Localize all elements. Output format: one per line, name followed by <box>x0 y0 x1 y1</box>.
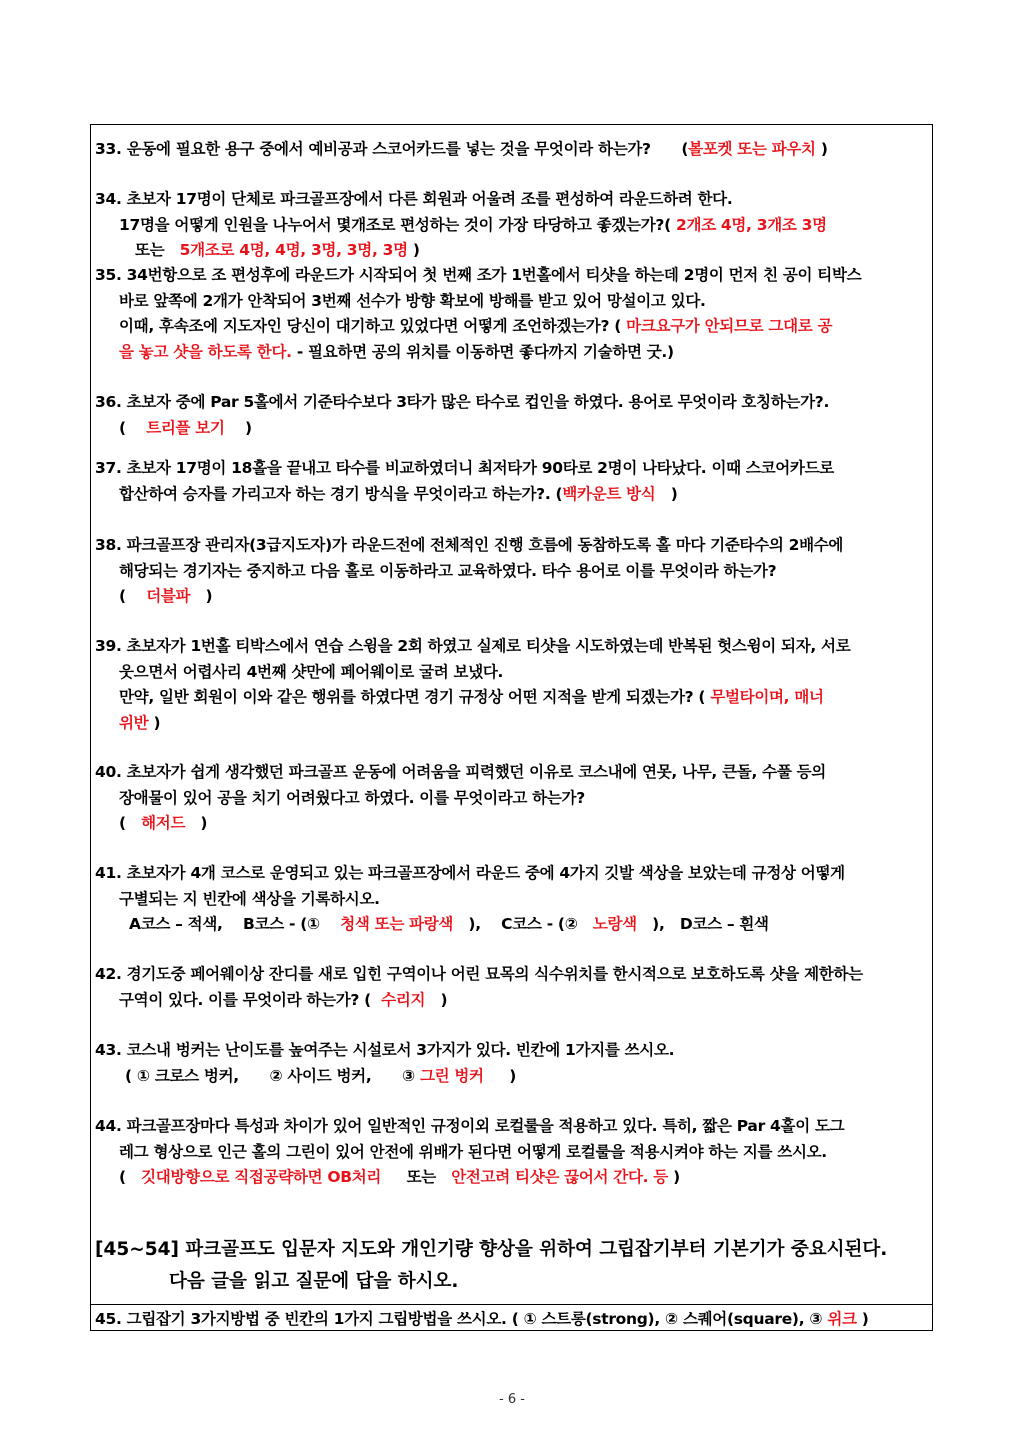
q41-c-close: ), <box>652 915 665 933</box>
q36-line1: 36. 초보자 중에 Par 5홀에서 기준타수보다 3타가 많은 타수로 컵인을 하였다. 용어로 무엇이라 호칭하는가?. <box>95 393 830 411</box>
q42-line1: 42. 경기도중 페어웨이상 잔디를 새로 입힌 구역이나 어린 묘목의 식수위치를 한시적으로 보호하도록 샷을 제한하는 <box>95 965 863 983</box>
q33-close: ) <box>820 140 828 158</box>
question-34 <box>95 187 931 264</box>
q38-answer: 더블파 <box>146 587 191 605</box>
q37-line2: 합산하여 승자를 가리고자 하는 경기 방식을 무엇이라고 하는가?. ( <box>119 484 563 503</box>
q33-text: 33. 운동에 필요한 용구 중에서 예비공과 스코어카드를 넣는 것을 무엇이라 하는가? <box>95 140 651 158</box>
q35-answer-b: 을 놓고 샷을 하도록 한다. <box>119 342 292 361</box>
page-number: - 6 - <box>499 1392 525 1407</box>
section-heading <box>95 1234 931 1298</box>
q39-line1: 39. 초보자가 1번홀 티박스에서 연습 스윙을 2회 하였고 실제로 티샷을 시도하였는데 반복된 헛스윙이 되자, 서로 <box>95 637 851 655</box>
q39-line3: 만약, 일반 회원이 이와 같은 행위를 하였다면 경기 규정상 어떤 지적을 받게 되겠는가? ( <box>119 688 706 706</box>
section-line1: [45~54] 파크골프도 입문자 지도와 개인기량 향상을 위하여 그립잡기부터 기본기가 중요시된다. <box>95 1239 888 1260</box>
q41-line2: 구별되는 지 빈칸에 색상을 기록하시오. <box>119 889 380 908</box>
q44-answer2: 안전고려 티샷은 끊어서 간다. 등 <box>451 1168 668 1186</box>
q43-opt2: ② 사이드 벙커, <box>269 1066 372 1085</box>
q44-or: 또는 <box>406 1168 436 1186</box>
question-42 <box>95 962 931 1013</box>
q38-line2: 해당되는 경기자는 중지하고 다음 홀로 이동하라고 교육하였다. 타수 용어로 이를 무엇이라 하는가? <box>119 561 777 580</box>
q39-close: ) <box>153 713 161 732</box>
q39-answer-b: 위반 <box>119 713 149 732</box>
q35-line2: 바로 앞쪽에 2개가 안착되어 3번째 선수가 방향 확보에 방해를 받고 있어 망설이고 있다. <box>119 291 706 310</box>
section-line2: 다음 글을 읽고 질문에 답을 하시오. <box>169 1271 459 1292</box>
q44-line1: 44. 파크골프장마다 특성과 차이가 있어 일반적인 규정이외 로컬룰을 적용하고 있다. 특히, 짧은 Par 4홀이 도그 <box>95 1117 845 1135</box>
q36-answer: 트리플 보기 <box>146 418 225 437</box>
q39-line2: 웃으면서 어렵사리 4번째 샷만에 페어웨이로 굴려 보냈다. <box>119 662 504 681</box>
question-33 <box>95 137 931 163</box>
q43-line1: 43. 코스내 벙커는 난이도를 높여주는 시설로서 3가지가 있다. 빈칸에 1가지를 쓰시오. <box>95 1041 675 1059</box>
q36-close: ) <box>245 418 252 437</box>
question-41 <box>95 861 931 938</box>
q34-close: ) <box>412 241 420 259</box>
q34-answer2: 5개조로 4명, 4명, 3명, 3명, 3명 <box>179 241 408 259</box>
q41-line1: 41. 초보자가 4개 코스로 운영되고 있는 파크골프장에서 라운드 중에 4가지 깃발 색상을 보았는데 규정상 어떻게 <box>95 864 845 882</box>
q41-c-answer: 노랑색 <box>592 915 637 933</box>
question-44 <box>95 1114 931 1191</box>
question-43 <box>95 1038 931 1089</box>
q40-answer: 해저드 <box>141 814 186 832</box>
question-39 <box>95 634 931 736</box>
q34-line1: 34. 초보자 17명이 단체로 파크골프장에서 다른 회원과 어울려 조를 편성하여 라운드하려 한다. <box>95 190 733 208</box>
q38-line1: 38. 파크골프장 관리자(3급지도자)가 라운드전에 전체적인 진행 흐름에 동참하도록 홀 마다 기준타수의 2배수에 <box>95 536 844 554</box>
q36-open: ( <box>119 418 126 437</box>
q44-answer1: 깃대방향으로 직접공략하면 OB처리 <box>141 1168 382 1186</box>
q38-open: ( <box>119 587 126 605</box>
q37-close: ) <box>670 484 678 503</box>
q45-line1: 45. 그립잡기 3가지방법 중 빈칸의 1가지 그립방법을 쓰시오. ( ① 스트롱(strong), ② 스퀘어(square), ③ <box>95 1310 823 1328</box>
q37-line1: 37. 초보자 17명이 18홀을 끝내고 타수를 비교하였더니 최저타가 90타로 2명이 나타났다. 이때 스코어카드로 <box>95 459 834 477</box>
q34-or: 또는 <box>135 241 165 259</box>
question-45 <box>95 1307 931 1333</box>
q34-line2: 17명을 어떻게 인원을 나누어서 몇개조로 편성하는 것이 가장 타당하고 좋겠는가?( <box>119 215 671 234</box>
q35-answer-a: 마크요구가 안되므로 그대로 공 <box>626 317 833 335</box>
q44-close: ) <box>673 1168 680 1186</box>
q37-answer: 백카운트 방식 <box>562 484 656 503</box>
q45-answer: 위크 <box>827 1310 857 1328</box>
q40-close: ) <box>200 814 208 832</box>
q41-b-course: B코스 - (① <box>243 915 320 933</box>
question-38 <box>95 533 931 610</box>
q41-d-course: D코스 – 흰색 <box>679 915 769 933</box>
q42-close: ) <box>440 990 448 1009</box>
q44-open: ( <box>119 1168 126 1186</box>
question-35 <box>95 263 931 365</box>
q33-open: ( <box>681 140 689 158</box>
q40-line1: 40. 초보자가 쉽게 생각했던 파크골프 운동에 어려움을 피력했던 이유로 코스내에 연못, 나무, 큰돌, 수풀 등의 <box>95 763 826 781</box>
q35-note: - 필요하면 공의 위치를 이동하면 좋다까지 기술하면 굿.) <box>291 342 674 361</box>
q33-answer: 볼포켓 또는 파우치 <box>688 140 816 158</box>
q43-answer: 그린 벙커 <box>419 1066 484 1085</box>
q41-b-answer: 청색 또는 파랑색 <box>340 915 454 933</box>
q42-answer: 수리지 <box>381 990 426 1009</box>
q44-line2: 레그 형상으로 인근 홀의 그린이 있어 안전에 위배가 된다면 어떻게 로컬룰을 적용시켜야 하는 지를 쓰시오. <box>119 1142 827 1161</box>
q43-opt3: ③ <box>402 1066 415 1085</box>
q41-c-course: C코스 - (② <box>501 915 578 933</box>
q38-close: ) <box>205 587 213 605</box>
q40-line2: 장애물이 있어 공을 치기 어려웠다고 하였다. 이를 무엇이라고 하는가? <box>119 788 585 807</box>
q42-line2: 구역이 있다. 이를 무엇이라 하는가? ( <box>119 990 371 1009</box>
q35-line3: 이때, 후속조에 지도자인 당신이 대기하고 있었다면 어떻게 조언하겠는가? ( <box>119 317 622 335</box>
question-40 <box>95 760 931 837</box>
q40-open: ( <box>119 814 126 832</box>
q43-close: ) <box>509 1066 517 1085</box>
section-divider <box>90 1304 933 1305</box>
q45-close: ) <box>861 1310 869 1328</box>
q35-line1: 35. 34번항으로 조 편성후에 라운드가 시작되어 첫 번째 조가 1번홀에서 티샷을 하는데 2명이 먼저 친 공이 티박스 <box>95 266 862 284</box>
q39-answer-a: 무벌타이며, 매너 <box>710 688 824 706</box>
question-37 <box>95 456 931 507</box>
q41-b-close: ), <box>468 915 481 933</box>
question-36 <box>95 390 931 441</box>
q41-a-course: A코스 – 적색, <box>129 915 223 933</box>
q34-answer1: 2개조 4명, 3개조 3명 <box>675 215 827 234</box>
q43-opt1: ( ① 크로스 벙커, <box>125 1066 239 1085</box>
